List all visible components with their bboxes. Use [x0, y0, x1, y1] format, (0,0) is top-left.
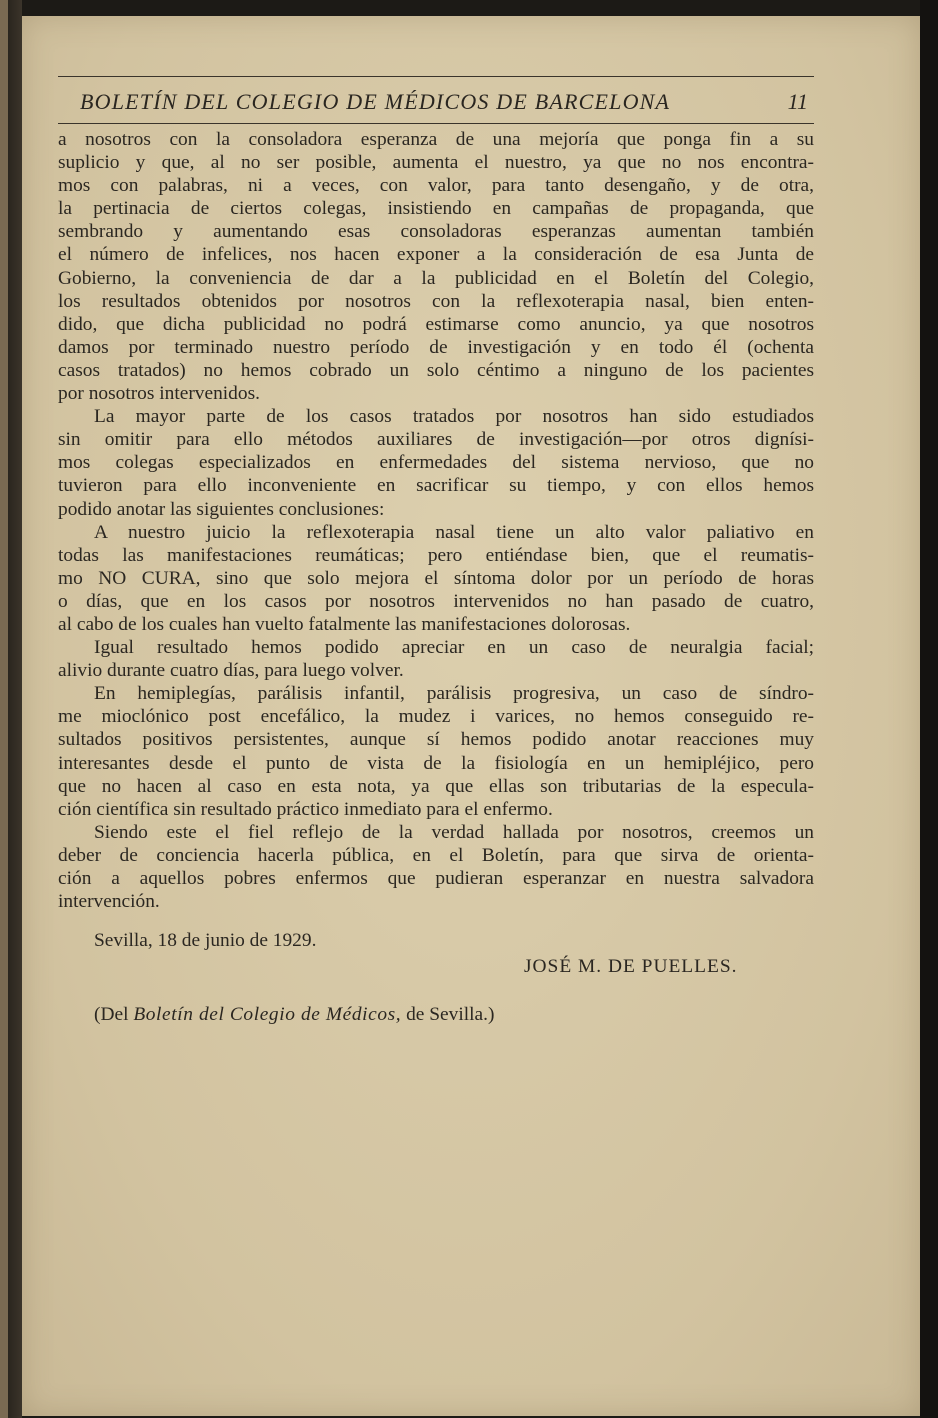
text-line: alivio durante cuatro días, para luego volver. [58, 660, 404, 682]
text-line: Gobierno, la conveniencia de dar a la publicidad en el Boletín del Colegio, [58, 267, 814, 289]
text-line: Siendo este el fiel reflejo de la verdad hallada por nosotros, creemos un [94, 821, 814, 843]
text-line: Igual resultado hemos podido apreciar en un caso de neuralgia facial; [94, 637, 814, 659]
text-line: La mayor parte de los casos tratados por nosotros han sido estudiados [94, 406, 814, 428]
paragraph [58, 521, 814, 636]
scan-border [920, 0, 938, 1418]
text-line: deber de conciencia hacerla pública, en el Boletín, para que sirva de orienta- [58, 844, 814, 866]
text-line: mo NO CURA, sino que solo mejora el síntoma dolor por un período de horas [58, 567, 814, 589]
page-number: 11 [787, 89, 808, 114]
text-line: ción científica sin resultado práctico inmediato para el enfermo. [58, 798, 553, 820]
text-line: suplicio y que, al no ser posible, aumenta el nuestro, ya que no nos encontra- [58, 152, 814, 174]
text-line: el número de infelices, nos hacen exponer a la consideración de esa Junta de [58, 244, 814, 266]
text-line: los resultados obtenidos por nosotros con la reflexoterapia nasal, bien enten- [58, 290, 814, 312]
text-line: la pertinacia de ciertos colegas, insistiendo en campañas de propaganda, que [58, 198, 814, 220]
paragraph [58, 821, 814, 913]
running-header [58, 76, 814, 124]
text-line: tuvieron para ello inconveniente en sacrificar su tiempo, y con ellos hemos [58, 475, 814, 497]
journal-title: BOLETÍN DEL COLEGIO DE MÉDICOS DE BARCELONA [80, 89, 671, 114]
text-line: a nosotros con la consoladora esperanza de una mejoría que ponga fin a su [58, 129, 814, 150]
text-line: podido anotar las siguientes conclusiones: [58, 498, 385, 520]
place-and-date: Sevilla, 18 de junio de 1929. [94, 930, 317, 951]
source-suffix: de Sevilla.) [401, 1004, 495, 1025]
text-line: interesantes desde el punto de vista de la fisiología en un hemipléjico, pero [58, 752, 814, 774]
text-line: por nosotros intervenidos. [58, 383, 260, 405]
text-line: ción a aquellos pobres enfermos que pudieran esperanzar en nuestra salvadora [58, 868, 814, 889]
text-line: casos tratados) no hemos cobrado un solo céntimo a ninguno de los pacientes [58, 359, 814, 381]
text-line: sembrando y aumentando esas consoladoras esperanzas aumentan también [58, 221, 814, 243]
paragraph [58, 405, 814, 520]
paragraph [58, 682, 814, 821]
source-citation [94, 1004, 494, 1026]
text-line: que no hacen al caso en esta nota, ya que ellas son tributarias de la especula- [58, 775, 814, 797]
text-line: sultados positivos persistentes, aunque sí hemos podido anotar reacciones muy [58, 729, 814, 751]
source-journal: Boletín del Colegio de Médicos, [133, 1004, 402, 1025]
paragraph [58, 636, 814, 682]
article-body [58, 128, 814, 913]
text-line: mos colegas especializados en enfermedades del sistema nervioso, que no [58, 452, 814, 474]
book-gutter-shadow [8, 0, 22, 1418]
text-line: todas las manifestaciones reumáticas; pero entiéndase bien, que el reumatis- [58, 544, 814, 566]
text-line: mos con palabras, ni a veces, con valor, para tanto desengaño, y de otra, [58, 175, 814, 197]
text-line: A nuestro juicio la reflexoterapia nasal tiene un alto valor paliativo en [94, 521, 814, 543]
text-line: intervención. [58, 891, 160, 913]
book-spine-edge [0, 0, 8, 1418]
source-prefix: (Del [94, 1004, 134, 1025]
text-line: En hemiplegías, parálisis infantil, parálisis progresiva, un caso de síndro- [94, 683, 814, 705]
text-line: sin omitir para ello métodos auxiliares de investigación—por otros dignísi- [58, 429, 814, 451]
author-signature: JOSÉ M. DE PUELLES. [524, 956, 738, 977]
text-line: damos por terminado nuestro período de investigación y en todo él (ochenta [58, 336, 814, 358]
text-line: o días, que en los casos por nosotros intervenidos no han pasado de cuatro, [58, 590, 814, 612]
text-line: al cabo de los cuales han vuelto fatalmente las manifestaciones dolorosas. [58, 613, 631, 635]
text-line: dido, que dicha publicidad no podrá estimarse como anuncio, ya que nosotros [58, 313, 814, 335]
paragraph [58, 128, 814, 405]
text-line: me mioclónico post encefálico, la mudez i varices, no hemos conseguido re- [58, 706, 814, 728]
